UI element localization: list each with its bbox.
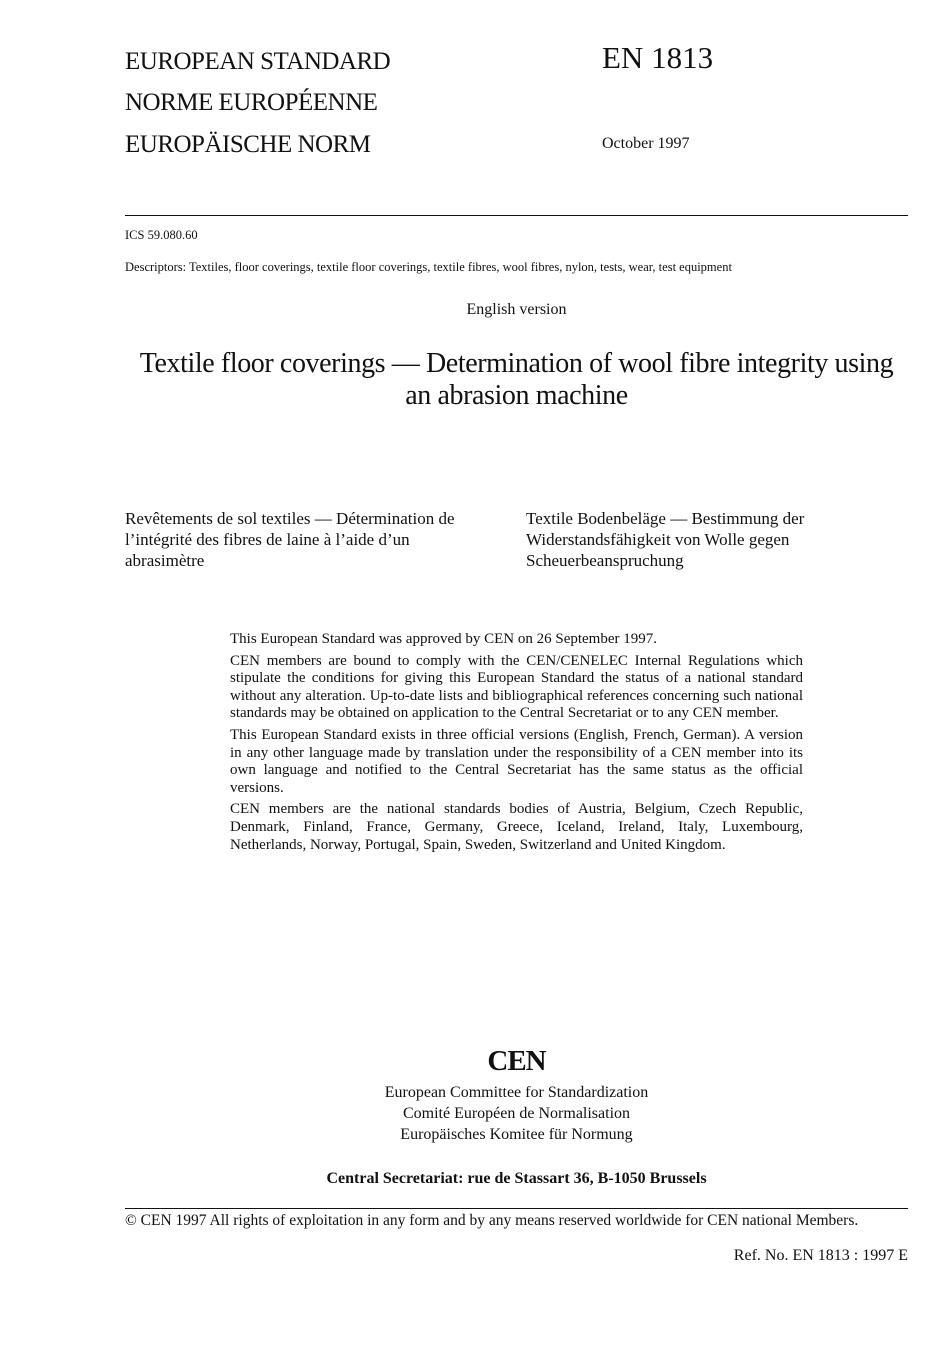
publication-date: October 1997: [602, 135, 690, 152]
cen-name-english: European Committee for Standardization: [384, 1084, 649, 1101]
header-line-german: EUROPÄISCHE NORM: [125, 131, 371, 158]
standard-number: EN 1813: [602, 40, 714, 75]
descriptors: Descriptors: Textiles, floor coverings, textile floor coverings, textile fibres, wool fibres, nylon, tests, wear, test equipment: [125, 260, 732, 274]
german-title: Textile Bodenbeläge — Bestimmung der Widerstandsfähigkeit von Wolle gegen Scheuerbeanspruchung: [526, 509, 805, 570]
notice-approval: This European Standard was approved by CEN on 26 September 1997.: [230, 631, 657, 647]
copyright-notice: © CEN 1997 All rights of exploitation in any form and by any means reserved worldwide for CEN national Members.: [125, 1212, 859, 1229]
cen-logo: CEN: [487, 1045, 546, 1077]
french-title: Revêtements de sol textiles — Détermination de l’intégrité des fibres de laine à l’aide d’un abrasimètre: [125, 509, 455, 570]
footer-divider: [125, 1208, 908, 1209]
title-line-1: Textile floor coverings — Determination of wool fibre integrity using: [139, 348, 894, 379]
version-label: English version: [466, 301, 567, 318]
ics-code: ICS 59.080.60: [125, 228, 198, 242]
title-line-2: an abrasion machine: [405, 380, 628, 411]
notice-regulations: CEN members are bound to comply with the CEN/CENELEC Internal Regulations which stipulate the conditions for giving this European Standard the status of a national standard without any alteration. Up-to-date lists and bibliographical references concerning such national standards may be obtained on application to the Central Secretariat or to any CEN member.: [230, 652, 803, 722]
cen-name-german: Europäisches Komitee für Normung: [400, 1126, 633, 1143]
notice-members: CEN members are the national standards bodies of Austria, Belgium, Czech Republic, Denmark, Finland, France, Germany, Greece, Iceland, Ireland, Italy, Luxembourg, Netherlands, Norway, Portugal, Spain, Sweden, Switzerland and United Kingdom.: [230, 801, 803, 853]
approval-notice: [230, 631, 803, 858]
header-divider: [125, 215, 908, 216]
cen-name-french: Comité Européen de Normalisation: [402, 1105, 631, 1122]
document-title: [105, 348, 928, 412]
header-line-english: EUROPEAN STANDARD: [125, 48, 391, 75]
cen-names: [125, 1082, 908, 1145]
header-line-french: NORME EUROPÉENNE: [125, 89, 378, 116]
reference-number: Ref. No. EN 1813 : 1997 E: [733, 1247, 908, 1264]
notice-versions: This European Standard exists in three official versions (English, French, German). A version in any other language made by translation under the responsibility of a CEN member into its own language and notified to the Central Secretariat has the same status as the official versions.: [230, 726, 803, 796]
central-secretariat: Central Secretariat: rue de Stassart 36, B-1050 Brussels: [326, 1170, 707, 1187]
